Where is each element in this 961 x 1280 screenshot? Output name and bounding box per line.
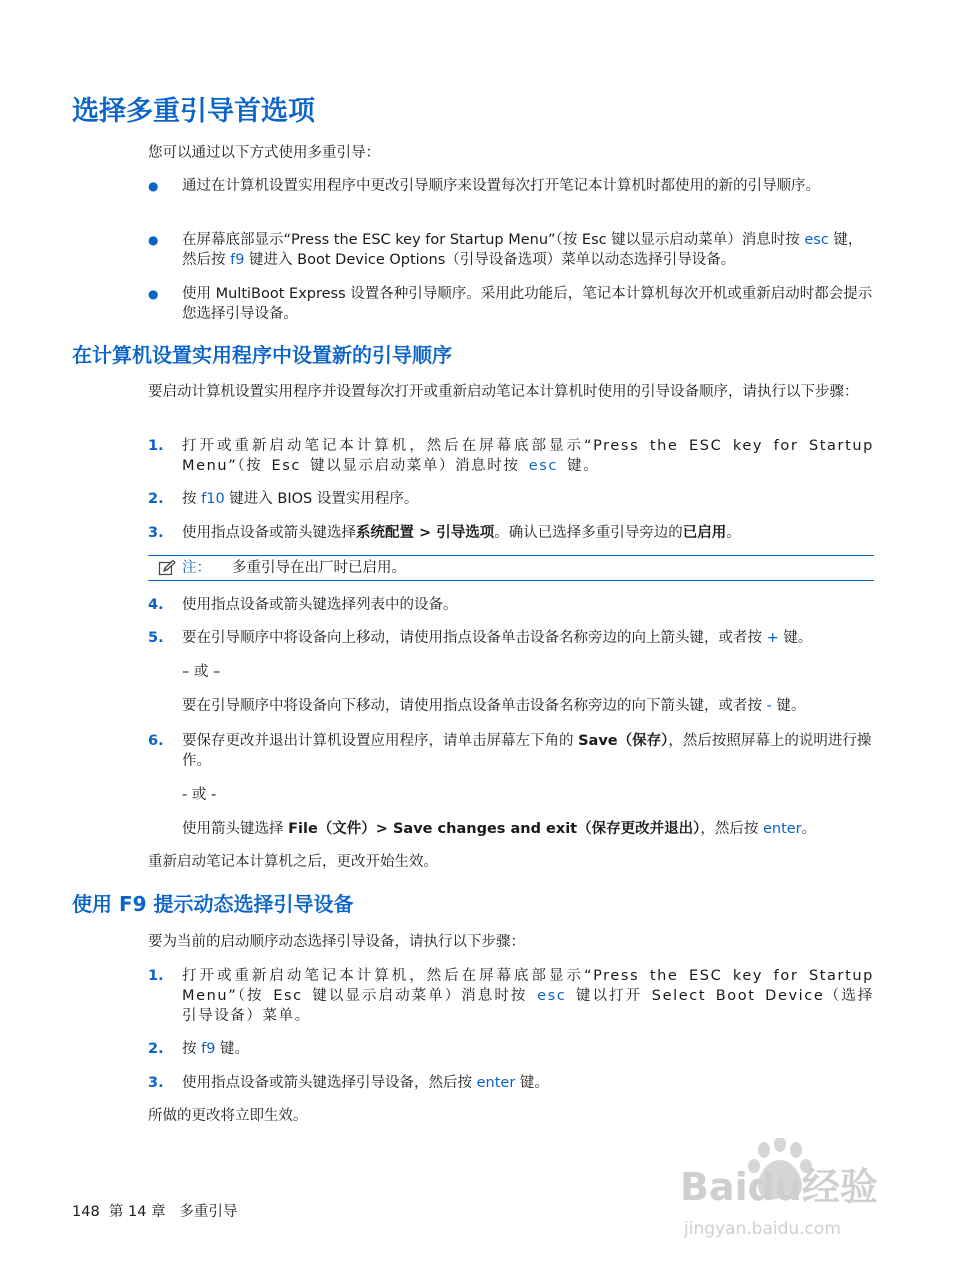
note-pencil-icon: [158, 559, 176, 577]
step-text: 使用指点设备或箭头键选择列表中的设备。: [182, 597, 458, 613]
page-footer: [72, 1202, 237, 1222]
or-separator: - 或 -: [182, 787, 217, 803]
chapter-label: 第 14 章: [108, 1204, 166, 1220]
key-minus: -: [766, 698, 772, 714]
note-box: [148, 555, 874, 581]
section-title-f9-prompt: 使用 F9 提示动态选择引导设备: [72, 892, 354, 916]
key-esc: esc: [804, 232, 829, 248]
step-5-alternative: 要在引导顺序中将设备向下移动，请使用指点设备单击设备名称旁边的向下箭头键，或者按 - 键。: [182, 698, 806, 714]
key-enter: enter: [762, 821, 802, 837]
step-number: 4.: [148, 597, 164, 613]
section2-outro: 重新启动笔记本计算机之后，更改开始生效。: [148, 854, 438, 870]
note-text: 多重引导在出厂时已启用。: [232, 560, 406, 576]
step-number: 5.: [148, 630, 164, 646]
section1-intro: 您可以通过以下方式使用多重引导：: [148, 145, 380, 161]
bullet-icon: ●: [148, 233, 159, 247]
bullet-icon: ●: [148, 287, 159, 301]
key-plus: +: [766, 630, 779, 646]
key-esc: esc: [537, 988, 567, 1004]
step-text: 打开或重新启动笔记本计算机，然后在屏幕底部显示“Press the ESC key for Startup Menu”（按 Esc 键以显示启动菜单）消息时按 esc 键。: [182, 438, 874, 474]
key-f9: f9: [230, 252, 245, 268]
note-label: 注：: [182, 560, 211, 576]
step-number: 2.: [148, 491, 164, 507]
step-text: 按 f10 键进入 BIOS 设置实用程序。: [182, 491, 419, 507]
page-number: 148: [72, 1204, 100, 1220]
section-title-multiboot: 选择多重引导首选项: [72, 96, 315, 127]
section3-intro: 要为当前的启动顺序动态选择引导设备，请执行以下步骤：: [148, 934, 525, 950]
bullet-text: 通过在计算机设置实用程序中更改引导顺序来设置每次打开笔记本计算机时都使用的新的引导顺序。: [182, 178, 820, 194]
step-text: 要保存更改并退出计算机设置应用程序，请单击屏幕左下角的 Save（保存），然后按照屏幕上的说明进行操作。: [182, 733, 872, 769]
section-title-boot-order: 在计算机设置实用程序中设置新的引导顺序: [72, 343, 452, 367]
step-text: 使用指点设备或箭头键选择引导设备，然后按 enter 键。: [182, 1075, 549, 1091]
step-number: 1.: [148, 438, 164, 454]
step-number: 3.: [148, 1075, 164, 1091]
bullet-icon: ●: [148, 179, 159, 193]
watermark-brand: Baidu经验: [680, 1165, 878, 1209]
step-text: 要在引导顺序中将设备向上移动，请使用指点设备单击设备名称旁边的向上箭头键，或者按 + 键。: [182, 630, 813, 646]
baidu-watermark-logo: [672, 1138, 912, 1248]
chapter-title: 多重引导: [179, 1204, 238, 1220]
step-6-alternative: 使用箭头键选择 File（文件）> Save changes and exit（保存更改并退出），然后按 enter。: [182, 821, 817, 837]
section3-outro: 所做的更改将立即生效。: [148, 1108, 308, 1124]
or-separator: – 或 –: [182, 664, 221, 680]
key-f10: f10: [201, 491, 225, 507]
key-f9: f9: [201, 1041, 216, 1057]
key-enter: enter: [476, 1075, 516, 1091]
step-number: 3.: [148, 525, 164, 541]
step-text: 打开或重新启动笔记本计算机，然后在屏幕底部显示“Press the ESC key for Startup Menu”（按 Esc 键以显示启动菜单）消息时按 esc 键以打开 Select Boot Device（选择引导设备）菜单。: [182, 968, 874, 1024]
watermark-url: jingyan.baidu.com: [684, 1219, 841, 1239]
key-esc: esc: [528, 458, 558, 474]
section2-intro: 要启动计算机设置实用程序并设置每次打开或重新启动笔记本计算机时使用的引导设备顺序，请执行以下步骤：: [148, 384, 859, 400]
bullet-text: 在屏幕底部显示“Press the ESC key for Startup Menu”（按 Esc 键以显示启动菜单）消息时按 esc 键，然后按 f9 键进入 Boot Device Options（引导设备选项）菜单以动态选择引导设备。: [182, 232, 863, 268]
step-number: 2.: [148, 1041, 164, 1057]
step-number: 1.: [148, 968, 164, 984]
bullet-text: 使用 MultiBoot Express 设置各种引导顺序。采用此功能后，笔记本计算机每次开机或重新启动时都会提示您选择引导设备。: [182, 286, 873, 322]
step-number: 6.: [148, 733, 164, 749]
step-text: 按 f9 键。: [182, 1041, 250, 1057]
step-text: 使用指点设备或箭头键选择系统配置 > 引导选项。确认已选择多重引导旁边的已启用。: [182, 525, 741, 541]
